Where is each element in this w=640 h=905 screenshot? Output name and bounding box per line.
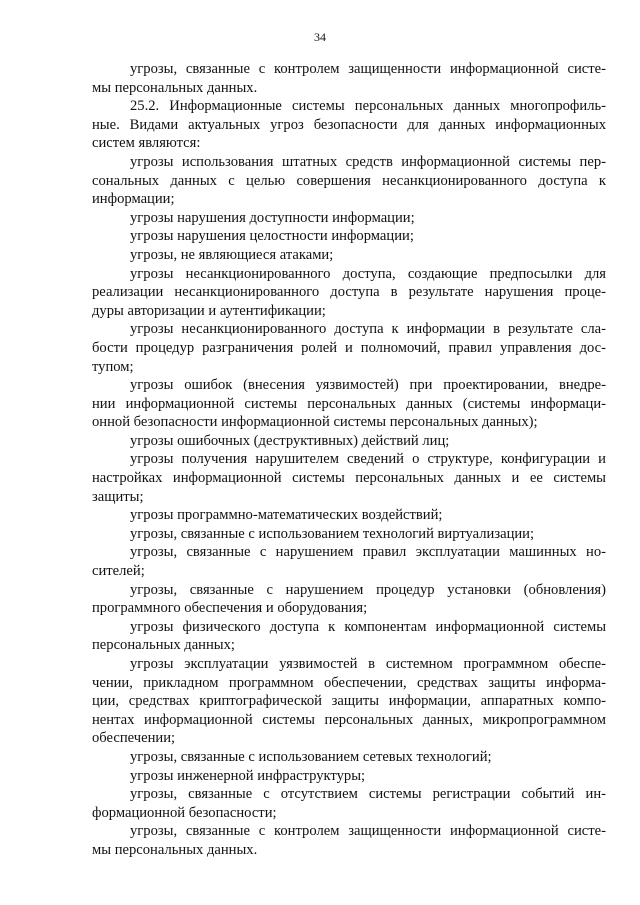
text-line: формационной безопасности; xyxy=(92,804,277,821)
text-line: угрозы эксплуатации уязвимостей в системном программном обеспе- xyxy=(130,656,606,672)
text-line: чении, прикладном программном обеспечении, средствах защиты информа- xyxy=(92,674,606,691)
text-line: угрозы, связанные с контролем защищенности информационной систе- xyxy=(130,61,606,77)
text-line: защиты; xyxy=(92,488,144,505)
text-line: реализации несанкционированного доступа в результате нарушения проце- xyxy=(92,284,606,301)
text-line: программного обеспечения и оборудования; xyxy=(92,600,368,617)
text-line: информации; xyxy=(92,191,175,208)
document-body xyxy=(92,60,606,860)
text-line: угрозы, не являющиеся атаками; xyxy=(130,246,334,263)
text-line: сональных данных с целью совершения несанкционированного доступа к xyxy=(92,172,606,189)
text-line: угрозы, связанные с использованием технологий виртуализации; xyxy=(130,525,535,542)
text-line: мы персональных данных. xyxy=(92,841,258,858)
text-line: угрозы нарушения доступности информации; xyxy=(130,209,415,226)
text-line: обеспечении; xyxy=(92,730,176,747)
text-line: нентах информационной системы персональных данных, микропрограммном xyxy=(92,711,606,728)
text-line: угрозы инженерной инфраструктуры; xyxy=(130,767,366,784)
text-line: угрозы несанкционированного доступа, создающие предпосылки для xyxy=(130,265,606,282)
text-line: мы персональных данных. xyxy=(92,79,258,96)
text-line: бости процедур разграничения ролей и полномочий, правил управления дос- xyxy=(92,339,606,356)
text-line: тупом; xyxy=(92,358,134,375)
text-line: сителей; xyxy=(92,563,145,580)
text-line: нии информационной системы персональных данных (системы информаци- xyxy=(92,395,606,412)
page-number: 34 xyxy=(314,30,326,44)
text-line: угрозы ошибок (внесения уязвимостей) при проектировании, внедре- xyxy=(130,377,606,394)
text-line: угрозы физического доступа к компонентам информационной системы xyxy=(130,618,606,635)
text-line: угрозы программно-математических воздействий; xyxy=(130,507,443,524)
text-line: ции, средствах криптографической защиты информации, аппаратных компо- xyxy=(92,693,606,710)
text-line: угрозы ошибочных (деструктивных) действий лиц; xyxy=(130,432,450,449)
text-line: угрозы получения нарушителем сведений о структуре, конфигурации и xyxy=(130,451,606,468)
text-line: систем являются: xyxy=(92,135,201,152)
text-line: угрозы, связанные с контролем защищенности информационной систе- xyxy=(130,823,606,840)
text-line: угрозы несанкционированного доступа к информации в результате сла- xyxy=(130,321,606,338)
text-line: настройках информационной системы персональных данных и ее системы xyxy=(92,470,606,487)
text-line: дуры авторизации и аутентификации; xyxy=(92,302,326,319)
text-line: угрозы, связанные с нарушением правил эксплуатации машинных но- xyxy=(130,544,606,561)
text-line: угрозы, связанные с отсутствием системы регистрации событий ин- xyxy=(130,786,606,803)
text-line: онной безопасности информационной системы персональных данных); xyxy=(92,414,538,431)
text-line: персональных данных; xyxy=(92,637,235,654)
text-line: ные. Видами актуальных угроз безопасности для данных информационных xyxy=(92,116,606,133)
text-line: угрозы, связанные с использованием сетевых технологий; xyxy=(130,748,492,765)
text-line: угрозы использования штатных средств информационной системы пер- xyxy=(130,153,606,170)
text-line: угрозы нарушения целостности информации; xyxy=(130,228,414,245)
text-line: 25.2. Информационные системы персональных данных многопрофиль- xyxy=(130,98,606,115)
text-line: угрозы, связанные с нарушением процедур установки (обновления) xyxy=(130,581,606,598)
